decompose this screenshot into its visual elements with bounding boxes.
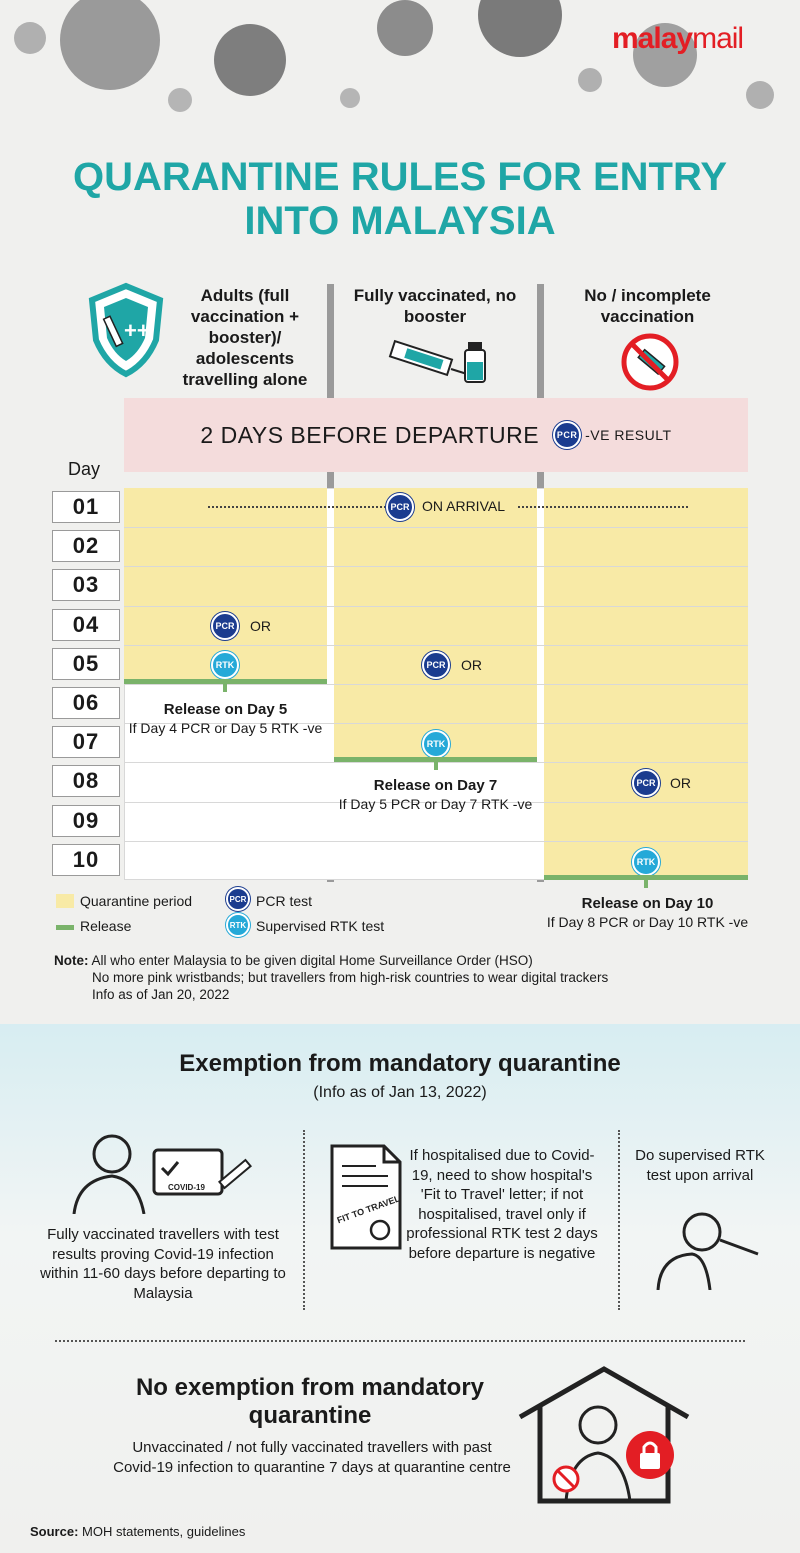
syringe-vial-icon [385, 336, 490, 386]
column-title-no-vaccination: No / incomplete vaccination [584, 286, 711, 326]
legend-rtk-label: Supervised RTK test [256, 918, 385, 934]
svg-text:++: ++ [124, 318, 150, 343]
column-title-no-booster: Fully vaccinated, no booster [353, 286, 517, 326]
release-tick [434, 762, 438, 770]
exemption-title: Exemption from mandatory quarantine [179, 1050, 621, 1077]
exemption-item-1: Fully vaccinated travellers with test results proving Covid-19 infection within 11-60 days before departing to Malaysia [40, 1226, 286, 1302]
day-number-03: 03 [52, 569, 120, 601]
grid-row-line [124, 566, 748, 567]
legend-release-label: Release [80, 918, 132, 934]
day-number-07: 07 [52, 726, 120, 758]
grid-row-line [124, 841, 748, 842]
exemption-item-3: Do supervised RTK test upon arrival [635, 1147, 765, 1184]
day-number-05: 05 [52, 648, 120, 680]
exemption-item-2: If hospitalised due to Covid-19, need to show hospital's 'Fit to Travel' letter; if not hospitalised, travel only if professional RTK test 2 days before departure is negative [406, 1147, 598, 1262]
arrival-dotted-right [518, 506, 688, 508]
column-title-booster: Adults (full vaccination + booster)/ adolescents travelling alone [182, 286, 308, 389]
no-vaccine-icon [620, 332, 680, 392]
release-tick [644, 880, 648, 888]
pcr-badge-icon: PCR [422, 651, 450, 679]
arrival-dotted-left [208, 506, 386, 508]
legend-quarantine-label: Quarantine period [80, 893, 193, 909]
day-number-08: 08 [52, 765, 120, 797]
or-label: OR [250, 618, 271, 634]
quarantine-period-col2 [334, 488, 537, 760]
malaymail-logo: malaymail [612, 22, 744, 55]
grid-row-line [124, 527, 748, 528]
traveller-covid-card-icon [68, 1130, 258, 1214]
source-line: Source: MOH statements, guidelines [30, 1524, 246, 1539]
page-title-line1: QUARANTINE RULES FOR ENTRY [72, 155, 728, 199]
svg-text:FIT TO TRAVEL: FIT TO TRAVEL [335, 1193, 402, 1226]
rtk-badge-icon: RTK [226, 913, 250, 937]
release-info-col1: Release on Day 5 If Day 4 PCR or Day 5 RTK -ve [128, 701, 323, 736]
grid-row-line [124, 606, 748, 607]
day-label: Day [68, 459, 101, 479]
shield-syringe-plus-icon [86, 282, 166, 378]
house-quarantine-lock-icon [514, 1365, 694, 1505]
rtk-badge-icon: RTK [211, 651, 239, 679]
or-label: OR [670, 775, 691, 791]
or-label: OR [461, 657, 482, 673]
predeparture-text: 2 DAYS BEFORE DEPARTURE PCR -VE RESULT [200, 421, 672, 448]
pcr-badge-icon: PCR [386, 493, 414, 521]
note-block: Note: All who enter Malaysia to be given digital Home Surveillance Order (HSO) No more pink wristbands; but travellers from high-risk countries to wear digital trackers Info as of Jan 20, 2022 [54, 953, 609, 1002]
fit-to-travel-letter-icon [328, 1142, 404, 1252]
no-exemption-title: No exemption from mandatory quarantine [135, 1374, 485, 1429]
divider [303, 1130, 305, 1310]
no-exemption-text: Unvaccinated / not fully vaccinated travellers with past Covid-19 infection to quarantine 7 days at quarantine centre [113, 1439, 511, 1476]
pcr-badge-icon: PCR [632, 769, 660, 797]
on-arrival-label: ON ARRIVAL [422, 498, 505, 514]
page-title-line2: INTO MALAYSIA [244, 199, 556, 243]
grid-row-line [124, 684, 748, 685]
pcr-badge-icon: PCR [211, 612, 239, 640]
pcr-badge-icon: PCR [226, 887, 250, 911]
section-divider [55, 1340, 745, 1342]
day-number-10: 10 [52, 844, 120, 876]
svg-text:COVID-19: COVID-19 [168, 1183, 205, 1192]
legend-release-swatch [56, 925, 74, 930]
release-info-col2: Release on Day 7 If Day 5 PCR or Day 7 RTK -ve [338, 777, 533, 812]
day-number-02: 02 [52, 530, 120, 562]
virus-decoration-icon [0, 0, 800, 135]
grid-row-line [124, 645, 748, 646]
pcr-badge-icon: PCR [553, 421, 581, 449]
rtk-badge-icon: RTK [422, 730, 450, 758]
release-tick [223, 684, 227, 692]
day-number-01: 01 [52, 491, 120, 523]
quarantine-period-col3 [544, 488, 748, 878]
legend-quarantine-swatch [56, 894, 74, 908]
day-number-09: 09 [52, 805, 120, 837]
release-info-col3: Release on Day 10 If Day 8 PCR or Day 10 RTK -ve [546, 895, 749, 930]
day-number-06: 06 [52, 687, 120, 719]
divider [618, 1130, 620, 1310]
nasal-swab-icon [652, 1210, 764, 1290]
rtk-badge-icon: RTK [632, 848, 660, 876]
exemption-subtitle: (Info as of Jan 13, 2022) [313, 1084, 487, 1101]
legend-pcr-label: PCR test [256, 893, 313, 909]
day-number-04: 04 [52, 609, 120, 641]
